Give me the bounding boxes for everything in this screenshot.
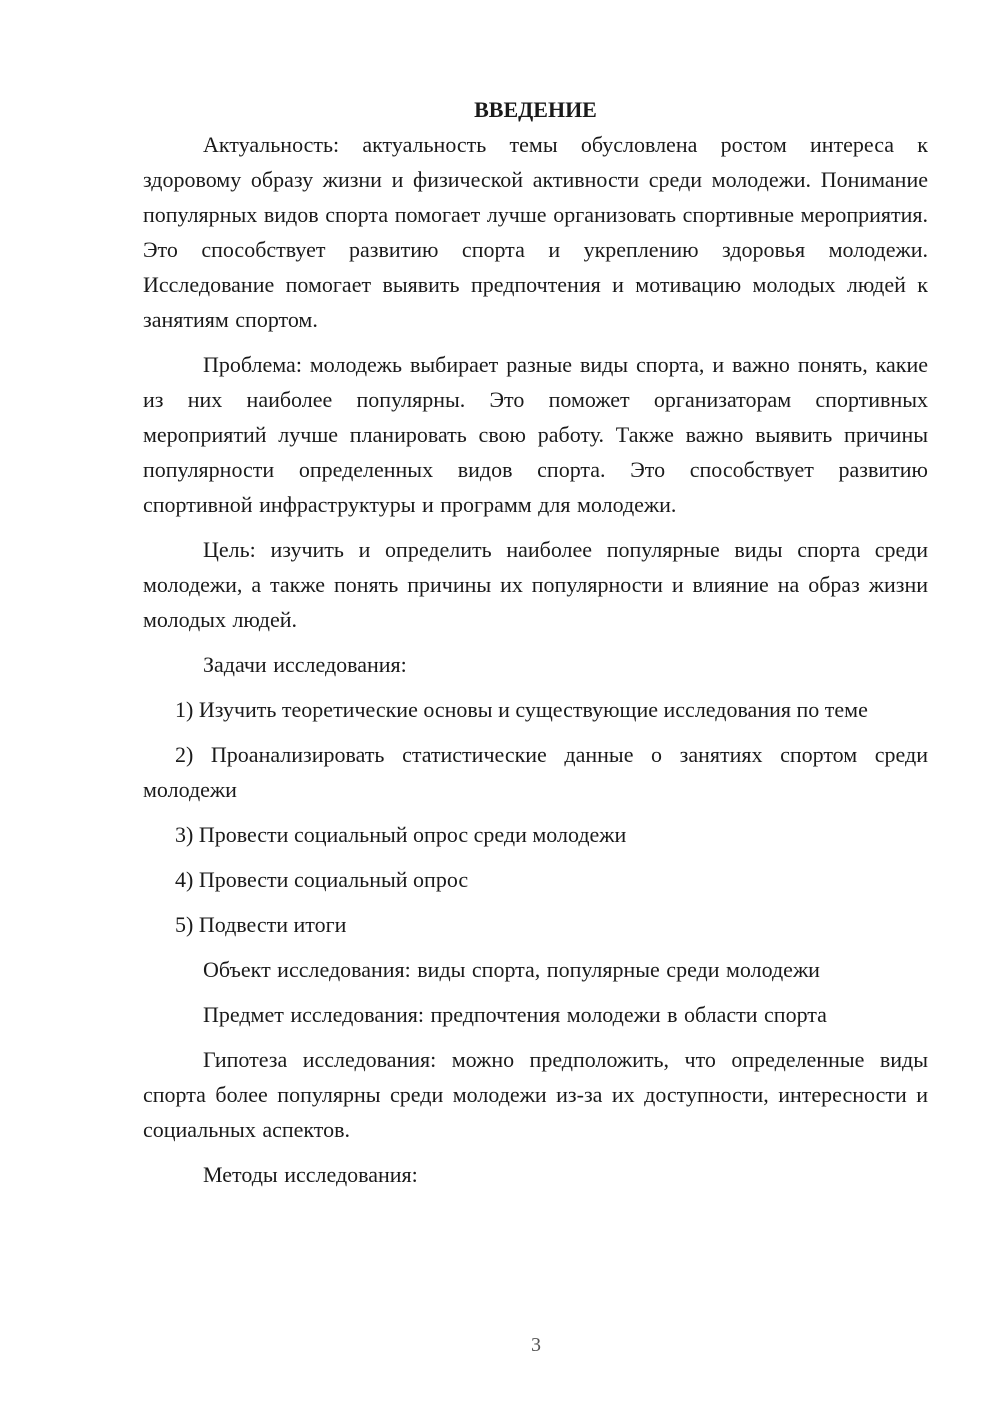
tasks-heading: Задачи исследования:: [203, 652, 407, 677]
paragraph-relevance: Актуальность: актуальность темы обусловлена ростом интереса к здоровому образу жизни и физической активности среди молодежи. Понимание популярных видов спорта помогает лучше организовать спортивные мероприятия. Это способствует развитию спорта и укреплению здоровья молодежи. Исследование помогает выявить предпочтения и мотивацию молодых людей к занятиям спортом.: [143, 132, 928, 332]
paragraph-subject: Предмет исследования: предпочтения молодежи в области спорта: [203, 1002, 827, 1027]
paragraph-object: Объект исследования: виды спорта, популярные среди молодежи: [203, 957, 820, 982]
paragraph-hypothesis: Гипотеза исследования: можно предположить, что определенные виды спорта более популярны среди молодежи из-за их доступности, интересности и социальных аспектов.: [143, 1047, 928, 1142]
task-item: 4) Провести социальный опрос: [175, 867, 469, 892]
paragraph-methods: Методы исследования:: [203, 1162, 418, 1187]
task-item: 3) Провести социальный опрос среди молодежи: [175, 822, 627, 847]
paragraph-problem: Проблема: молодежь выбирает разные виды спорта, и важно понять, какие из них наиболее популярны. Это поможет организаторам спортивных мероприятий лучше планировать свою работу. Также важно выявить причины популярности определенных видов спорта. Это способствует развитию спортивной инфраструктуры и программ для молодежи.: [143, 352, 928, 517]
task-item: 1) Изучить теоретические основы и существующие исследования по теме: [175, 697, 868, 722]
page-number: 3: [531, 1334, 541, 1356]
paragraph-goal: Цель: изучить и определить наиболее популярные виды спорта среди молодежи, а также понять причины их популярности и влияние на образ жизни молодых людей.: [143, 537, 928, 632]
task-item: 5) Подвести итоги: [175, 912, 347, 937]
section-title: ВВЕДЕНИЕ: [474, 97, 597, 122]
task-item: 2) Проанализировать статистические данные о занятиях спортом среди молодежи: [143, 742, 928, 802]
document-page: [143, 92, 928, 1202]
